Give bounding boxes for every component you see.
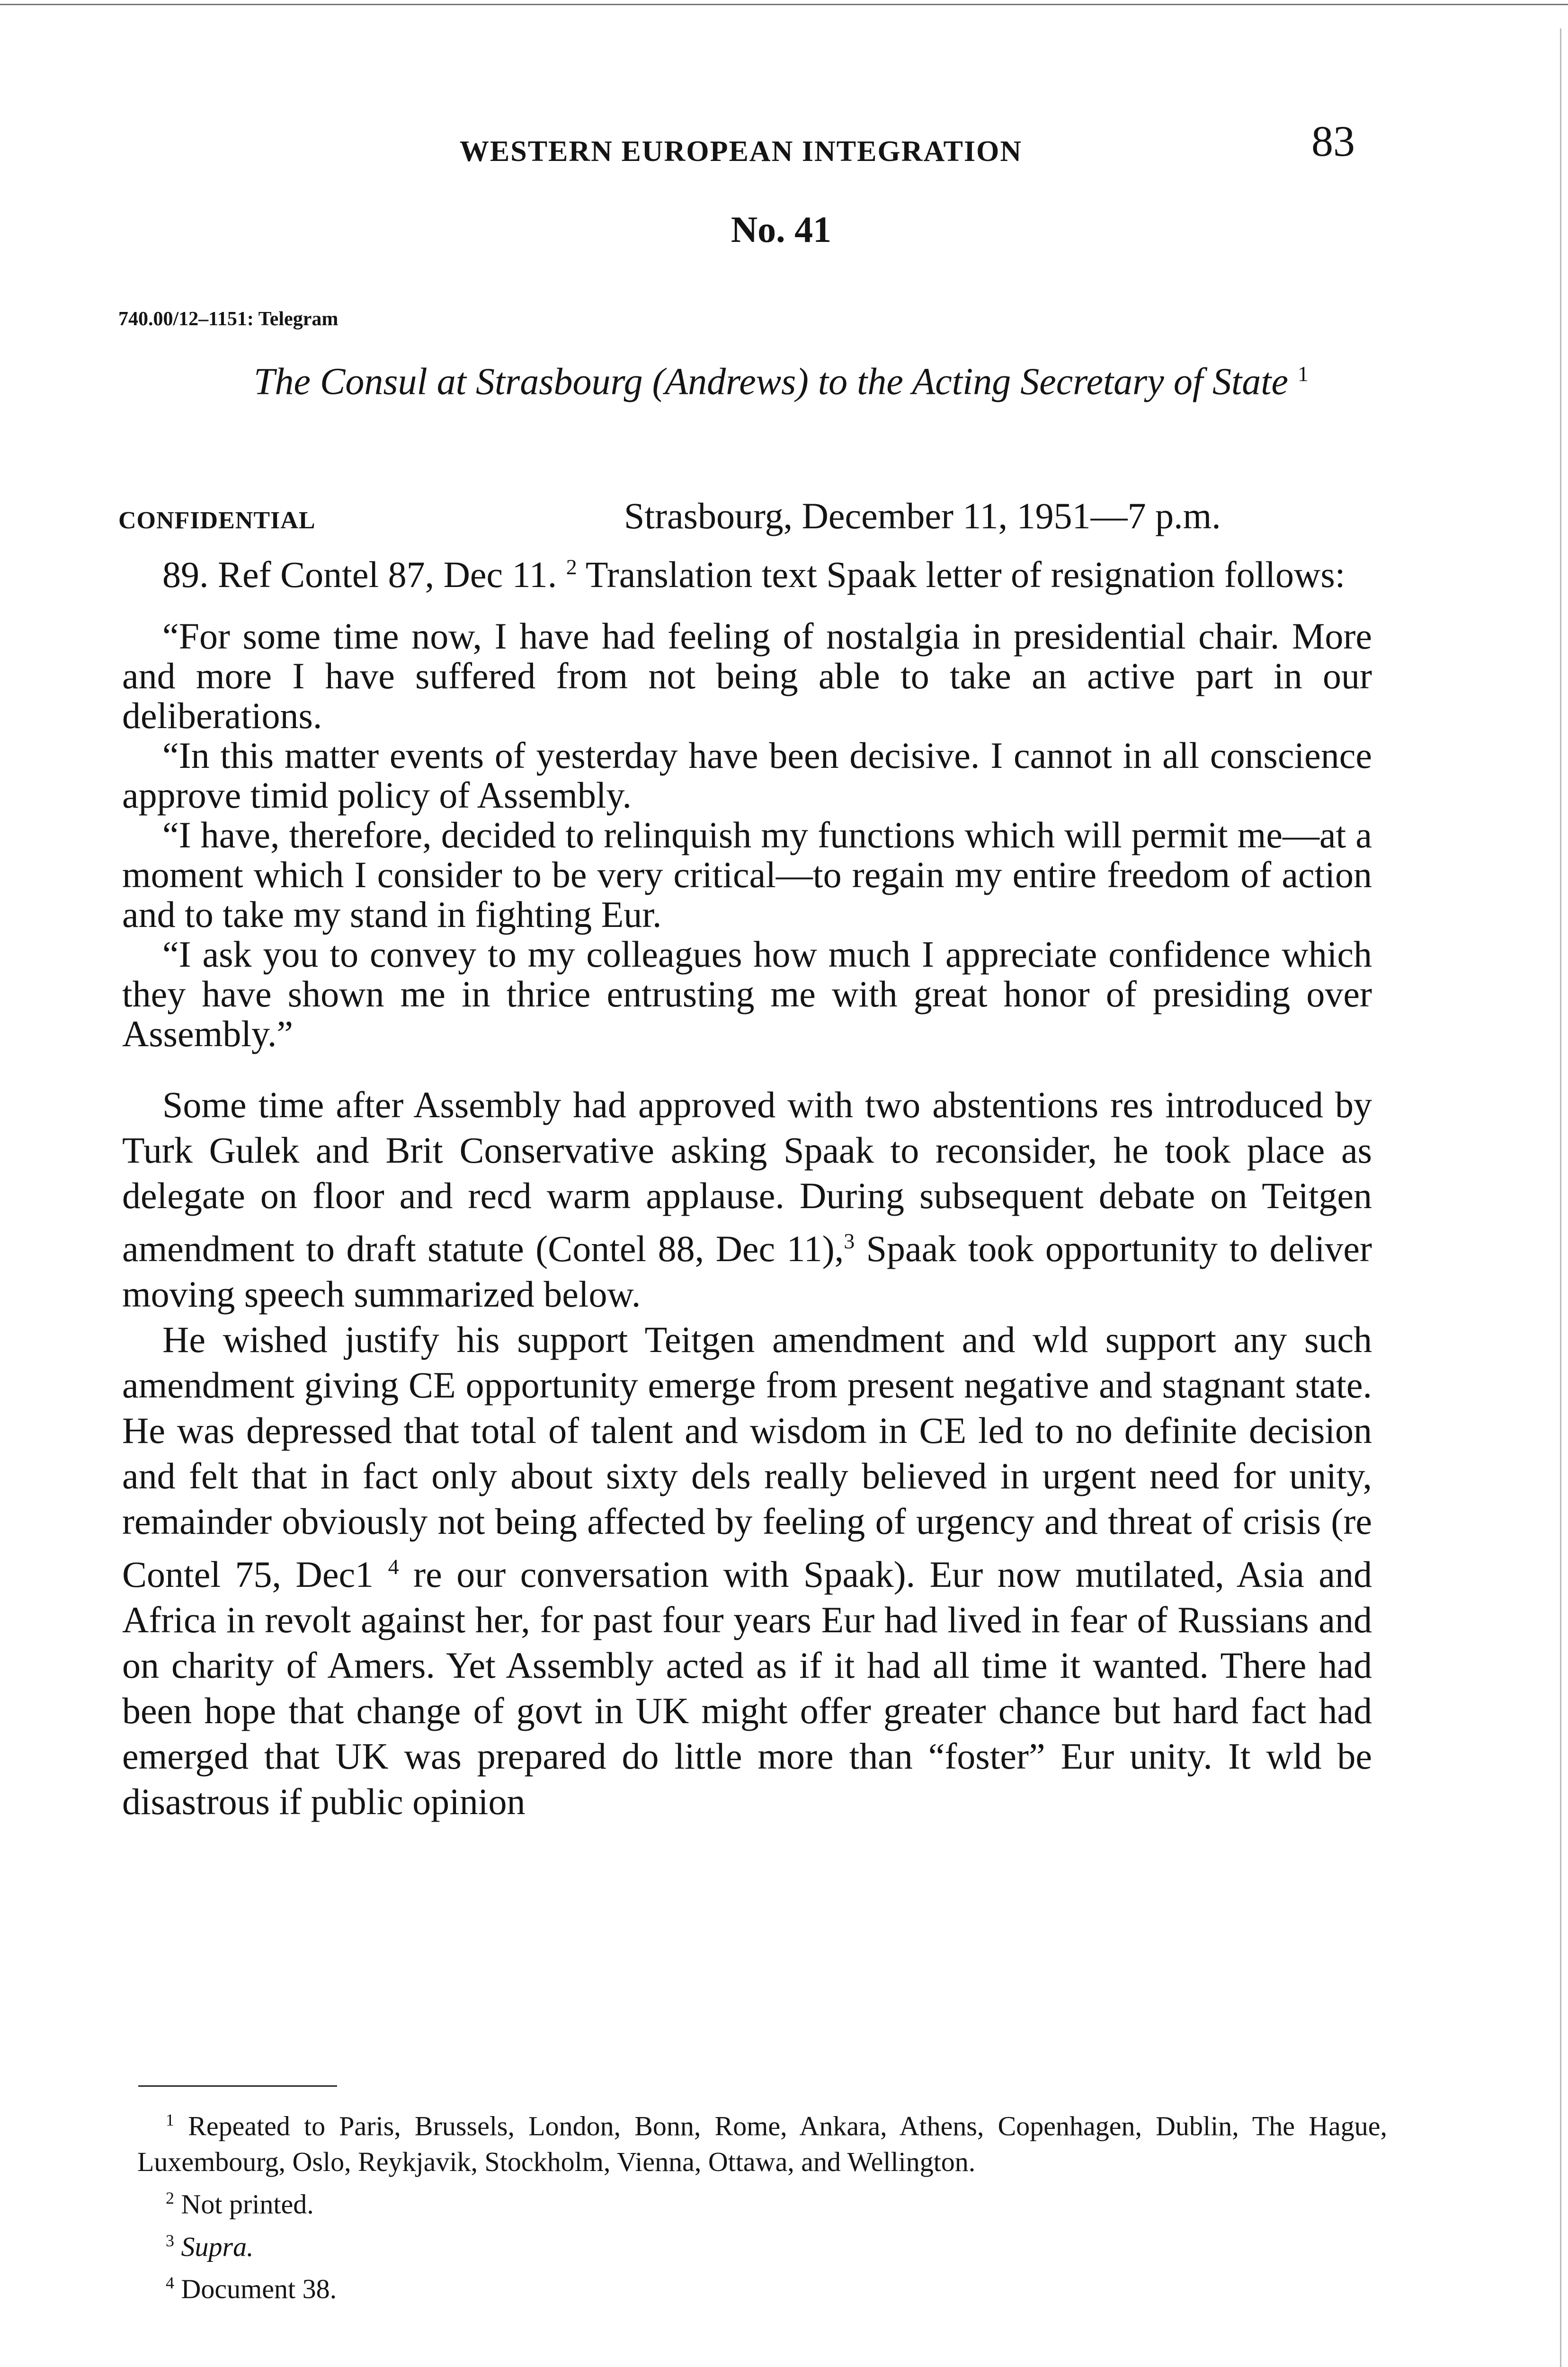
dateline: Strasbourg, December 11, 1951—7 p.m. (624, 495, 1221, 536)
intro-ref: 89. Ref Contel 87, Dec 11. (162, 554, 557, 595)
page-number: 83 (1311, 117, 1355, 165)
running-header: WESTERN EUROPEAN INTEGRATION (459, 135, 1023, 168)
footnote-ref-4: 4 (388, 1555, 399, 1579)
footnote-text: Not printed. (181, 2189, 314, 2220)
file-reference: 740.00/12–1151: Telegram (118, 308, 339, 330)
footnotes (137, 2102, 1387, 2307)
classification-label: CONFIDENTIAL (118, 507, 316, 534)
footnote-ref-1: 1 (1298, 362, 1309, 386)
footnote-ref-2: 2 (566, 555, 577, 579)
paragraph-text: re our conversation with Spaak). Eur now mutilated, Asia and Africa in revolt against her, for past four years Eur had lived in fear of Russians and on charity of Amers. Yet Assembly acted as if it had all time it wanted. There had been hope that change of govt in UK might offer greater chance but hard fact had emerged that UK was prepared do little more than “foster” Eur unity. It wld be disastrous if public opinion (122, 1554, 1372, 1822)
footnote-1 (137, 2102, 1387, 2180)
paragraph-text: He wished justify his support Teitgen amendment and wld support any such amendment giving CE opportunity emerge from present negative and stagnant state. He was depressed that total of talent and wisdom in CE led to no definite decision and felt that in fact only about sixty dels really believed in urgent need for unity, remainder obviously not being affected by feeling of urgency and threat of crisis (re Contel 75, Dec1 (122, 1319, 1372, 1595)
footnote-divider (138, 2085, 337, 2087)
document-title (142, 350, 1420, 406)
paragraph-speech (122, 1317, 1372, 1824)
footnote-4 (137, 2265, 1387, 2307)
quote-paragraph: “I have, therefore, decided to relinquish my functions which will permit me—at a moment which I consider to be very critical—to regain my entire freedom of action and to take my stand in fighting Eur. (122, 814, 1372, 935)
footnote-text: Supra. (181, 2231, 254, 2262)
footnote-mark: 3 (166, 2231, 174, 2250)
footnote-text: Repeated to Paris, Brussels, London, Bonn, Rome, Ankara, Athens, Copenhagen, Dublin, The Hague, Luxembourg, Oslo, Reykjavik, Stockholm, Vienna, Ottawa, and Wellington. (137, 2110, 1387, 2178)
page-right-border (1560, 28, 1561, 2367)
quote-paragraph: “For some time now, I have had feeling of nostalgia in presidential chair. More and more I have suffered from not being able to take an active part in our deliberations. (122, 615, 1372, 736)
document-title-text: The Consul at Strasbourg (Andrews) to the Acting Secretary of State (254, 361, 1288, 403)
paragraph-assembly (122, 1082, 1372, 1317)
paragraph-text: Spaak took opportunity to deliver moving speech summarized below. (122, 1228, 1372, 1315)
quoted-letter (122, 616, 1372, 1054)
footnote-text: Document 38. (181, 2273, 337, 2305)
footnote-ref-3: 3 (844, 1229, 855, 1253)
footnote-mark: 1 (166, 2110, 174, 2129)
footnote-mark: 2 (166, 2189, 174, 2208)
body-text (122, 544, 1372, 1824)
paragraph-intro (122, 544, 1372, 597)
intro-text: Translation text Spaak letter of resignation follows: (585, 554, 1345, 595)
footnote-mark: 4 (166, 2273, 174, 2292)
paragraph-text: Some time after Assembly had approved with two abstentions res introduced by Turk Gulek and Brit Conservative asking Spaak to reconsider, he took place as delegate on floor and recd warm applause. During subsequent debate on Teitgen amendment to draft statute (Contel 88, Dec 11), (122, 1084, 1372, 1269)
footnote-2 (137, 2180, 1387, 2222)
footnote-3 (137, 2223, 1387, 2265)
page-top-border (0, 4, 1568, 5)
quote-paragraph: “In this matter events of yesterday have been decisive. I cannot in all conscience approve timid policy of Assembly. (122, 735, 1372, 816)
quote-paragraph: “I ask you to convey to my colleagues how much I appreciate confidence which they have shown me in thrice entrusting me with great honor of presiding over Assembly.” (122, 934, 1372, 1054)
document-number: No. 41 (731, 209, 832, 250)
